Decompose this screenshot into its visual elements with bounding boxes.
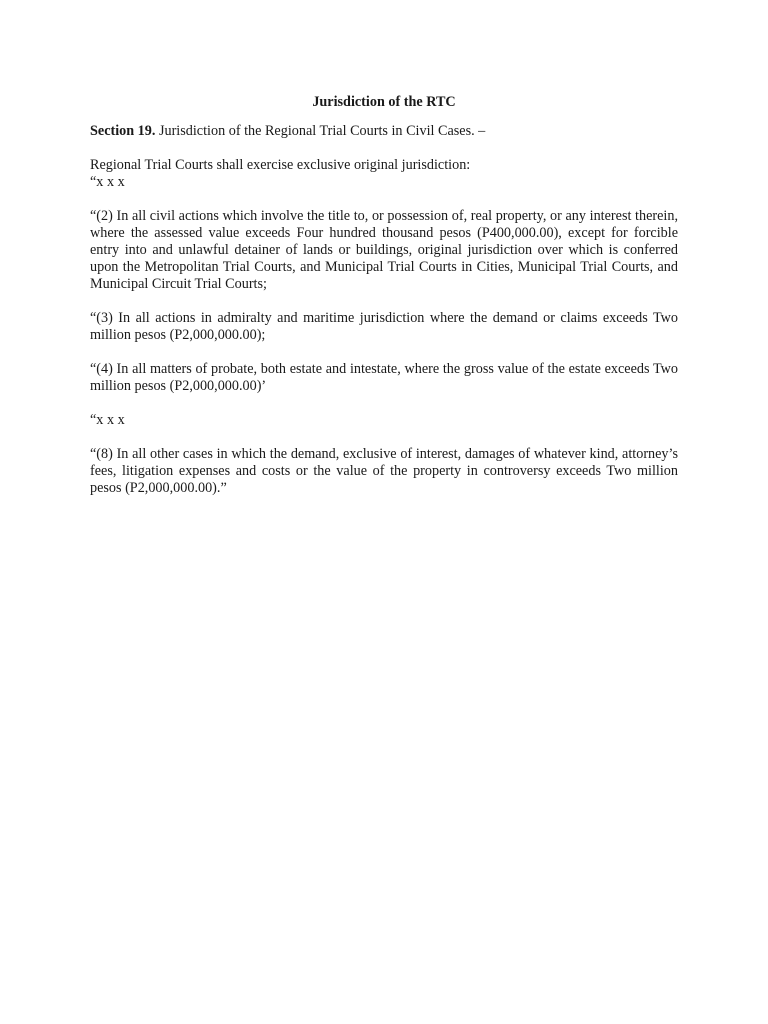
- paragraph-4: “(4) In all matters of probate, both estate and intestate, where the gross value of the estate exceeds Two million pesos (P2,000,000.00)’: [90, 361, 678, 394]
- section-title: Jurisdiction of the Regional Trial Courts in Civil Cases. –: [158, 123, 486, 139]
- document-title: Jurisdiction of the RTC: [312, 94, 456, 110]
- ellipsis-marker-2: “x x x: [90, 412, 125, 428]
- paragraph-8: “(8) In all other cases in which the demand, exclusive of interest, damages of whatever kind, attorney’s fees, litigation expenses and costs or the value of the property in controversy exceeds Two million pesos (P2,000,000.00).”: [90, 446, 678, 496]
- section-number: Section 19.: [90, 123, 156, 139]
- paragraph-3: “(3) In all actions in admiralty and maritime jurisdiction where the demand or claims exceeds Two million pesos (P2,000,000.00);: [90, 310, 678, 343]
- document-page: [90, 94, 678, 514]
- ellipsis-marker: “x x x: [90, 174, 125, 190]
- paragraph-2: “(2) In all civil actions which involve the title to, or possession of, real property, or any interest therein, where the assessed value exceeds Four hundred thousand pesos (P400,000.00), except for forcible entry into and unlawful detainer of lands or buildings, original jurisdiction over which is conferred upon the Metropolitan Trial Courts, and Municipal Trial Courts in Cities, Municipal Trial Courts, and Municipal Circuit Trial Courts;: [90, 208, 678, 292]
- section-heading: [90, 123, 678, 140]
- intro-text: Regional Trial Courts shall exercise exclusive original jurisdiction:: [90, 157, 471, 173]
